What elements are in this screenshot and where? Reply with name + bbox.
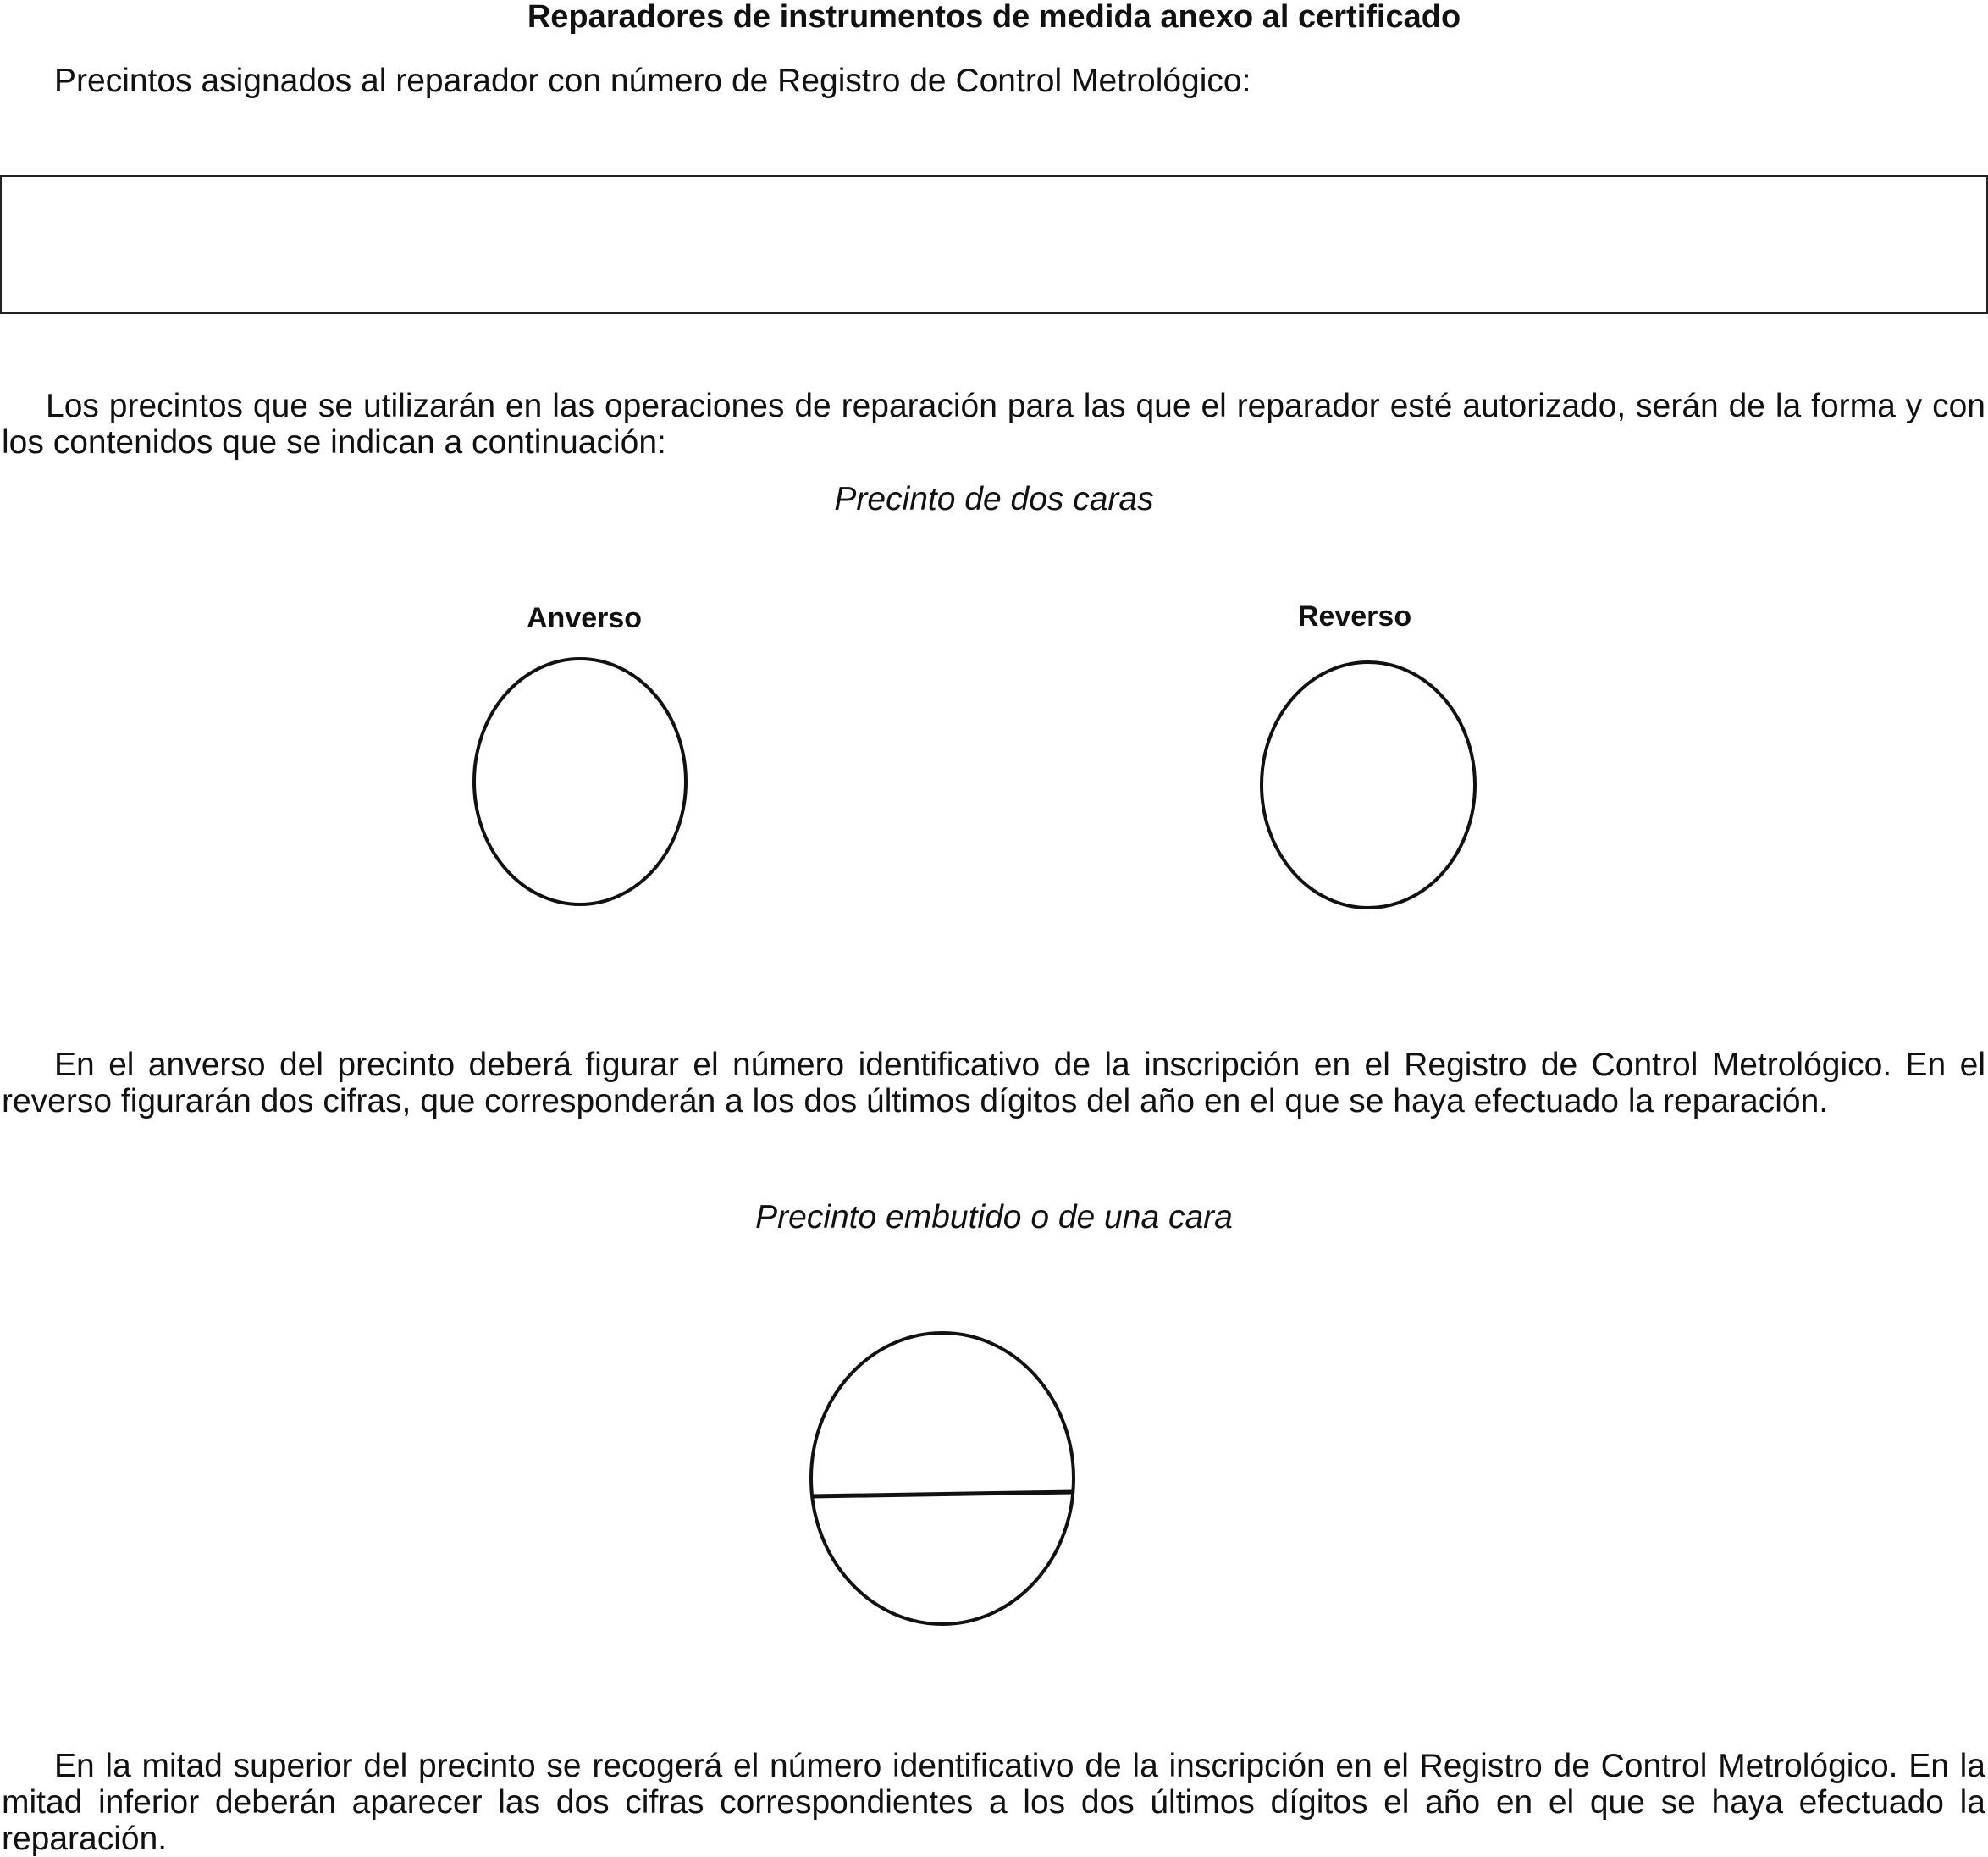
seal-embutido-circle [804,1326,1084,1631]
document-title: Reparadores de instrumentos de medida anexo al certificado [527,0,1461,35]
intro-text: Precintos asignados al reparador con número de Registro de Control Metrológico: [54,63,1251,99]
label-reverso: Reverso [1297,600,1412,633]
paragraph-seals-usage-text: Los precintos que se utilizarán en las operaciones de reparación para las que el reparador esté autorizado, serán de la forma y con los contenidos que se indican a continuación: [2,388,1985,461]
caption-embedded-seal: Precinto embutido o de una cara [755,1199,1233,1235]
paragraph-two-sided-description [2,1047,1985,1119]
paragraph-embedded-description-text: En la mitad superior del precinto se recogerá el número identificativo de la inscripción en el Registro de Control Metrológico. En la mitad inferior deberán aparecer las dos cifras correspondientes a los dos últimos dígitos el año en el que se haya efectuado la reparación. [2,1748,1985,1857]
seal-reverso-oval [1253,656,1482,919]
paragraph-two-sided-description-text: En el anverso del precinto deberá figurar el número identificativo de la inscripción en el Registro de Control Metrológico. En el reverso figurarán dos cifras, que corresponderán a los dos últimos dígitos del año en el que se haya efectuado la reparación. [2,1047,1985,1119]
seal-divider-line [811,1492,1074,1496]
paragraph-seals-usage [2,388,1985,461]
caption-two-sided-seal: Precinto de dos caras [834,481,1154,517]
seal-anverso-oval [466,652,694,915]
label-anverso: Anverso [526,602,643,634]
registration-number-box [0,175,1988,314]
paragraph-embedded-description [2,1748,1985,1857]
